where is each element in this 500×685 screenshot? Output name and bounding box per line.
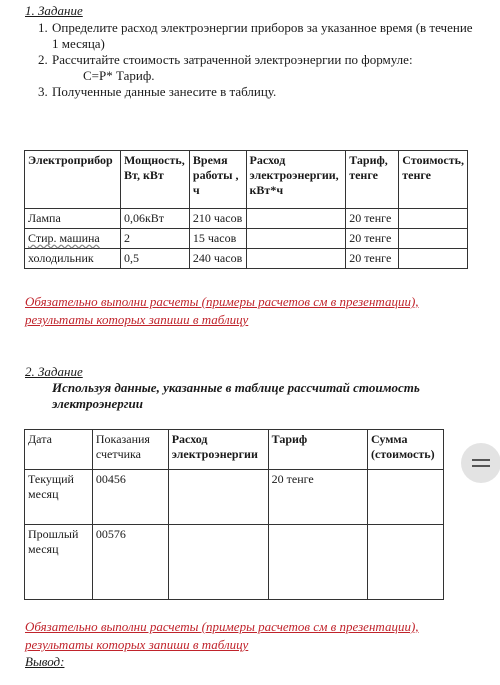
table-cell: 20 тенге bbox=[268, 470, 367, 525]
table-cell: 00576 bbox=[92, 525, 168, 600]
table-row bbox=[25, 470, 444, 525]
conclusion-label: Вывод: bbox=[25, 654, 65, 669]
table-header-row bbox=[25, 430, 444, 470]
table-cell bbox=[168, 525, 268, 600]
column-header: Расход электроэнергии, кВт*ч bbox=[246, 151, 346, 209]
table-row bbox=[25, 525, 444, 600]
item-text: Полученные данные занесите в таблицу. bbox=[52, 84, 277, 99]
table-cell bbox=[399, 249, 468, 269]
table-cell: 20 тенге bbox=[346, 229, 399, 249]
instruction-item bbox=[38, 20, 478, 52]
drag-handle[interactable] bbox=[461, 443, 500, 483]
table-cell bbox=[246, 229, 346, 249]
table-cell: Лампа bbox=[25, 209, 121, 229]
column-header: Электроприбор bbox=[25, 151, 121, 209]
table-cell: 20 тенге bbox=[346, 209, 399, 229]
table-cell bbox=[368, 470, 444, 525]
item-text: Определите расход электроэнергии приборов за указанное время (в течение 1 месяца) bbox=[52, 20, 473, 51]
item-number: 3. bbox=[38, 84, 48, 99]
column-header: Показания счетчика bbox=[92, 430, 168, 470]
table-cell bbox=[268, 525, 367, 600]
table-header-row bbox=[25, 151, 468, 209]
column-header: Стоимость, тенге bbox=[399, 151, 468, 209]
instruction-item bbox=[38, 84, 478, 100]
task2-instruction: Используя данные, указанные в таблице рассчитай стоимость электроэнергии bbox=[52, 380, 420, 411]
table-cell bbox=[168, 470, 268, 525]
formula: С=Р* Тариф. bbox=[83, 68, 155, 83]
column-header: Расход электроэнергии bbox=[168, 430, 268, 470]
item-number: 1. bbox=[38, 20, 48, 35]
table-cell bbox=[246, 209, 346, 229]
task2-note: Обязательно выполни расчеты (примеры расчетов см в презентации), результаты которых запиши в таблицу bbox=[25, 619, 419, 652]
column-header: Тариф bbox=[268, 430, 367, 470]
task1-note: Обязательно выполни расчеты (примеры расчетов см в презентации), результаты которых запиши в таблицу bbox=[25, 294, 419, 327]
table-cell: 00456 bbox=[92, 470, 168, 525]
table-cell-text: Стир. машина bbox=[28, 231, 100, 245]
column-header: Время работы , ч bbox=[189, 151, 246, 209]
table-cell: Текущий месяц bbox=[25, 470, 93, 525]
column-header: Тариф, тенге bbox=[346, 151, 399, 209]
table-cell: 210 часов bbox=[189, 209, 246, 229]
item-number: 2. bbox=[38, 52, 48, 67]
table-cell: Прошлый месяц bbox=[25, 525, 93, 600]
column-header: Мощность, Вт, кВт bbox=[120, 151, 189, 209]
table-cell bbox=[399, 229, 468, 249]
table-cell: холодильник bbox=[25, 249, 121, 269]
column-header: Сумма (стоимость) bbox=[368, 430, 444, 470]
task2-heading: 2. Задание bbox=[25, 364, 83, 379]
table-cell bbox=[399, 209, 468, 229]
table-cell: 15 часов bbox=[189, 229, 246, 249]
table-row bbox=[25, 249, 468, 269]
item-text: Рассчитайте стоимость затраченной электроэнергии по формуле: bbox=[52, 52, 413, 67]
table-cell bbox=[246, 249, 346, 269]
task1-heading: 1. Задание bbox=[25, 3, 83, 18]
table-cell: 2 bbox=[120, 229, 189, 249]
column-header: Дата bbox=[25, 430, 93, 470]
table-cell: 0,5 bbox=[120, 249, 189, 269]
instruction-item bbox=[38, 52, 478, 68]
table-row bbox=[25, 209, 468, 229]
table-row bbox=[25, 229, 468, 249]
table-cell bbox=[368, 525, 444, 600]
table-cell: 20 тенге bbox=[346, 249, 399, 269]
task2-table bbox=[24, 429, 444, 600]
task1-instructions bbox=[38, 20, 478, 100]
table-cell: 0,06кВт bbox=[120, 209, 189, 229]
table-cell: 240 часов bbox=[189, 249, 246, 269]
table-cell bbox=[25, 229, 121, 249]
task1-table bbox=[24, 150, 468, 269]
